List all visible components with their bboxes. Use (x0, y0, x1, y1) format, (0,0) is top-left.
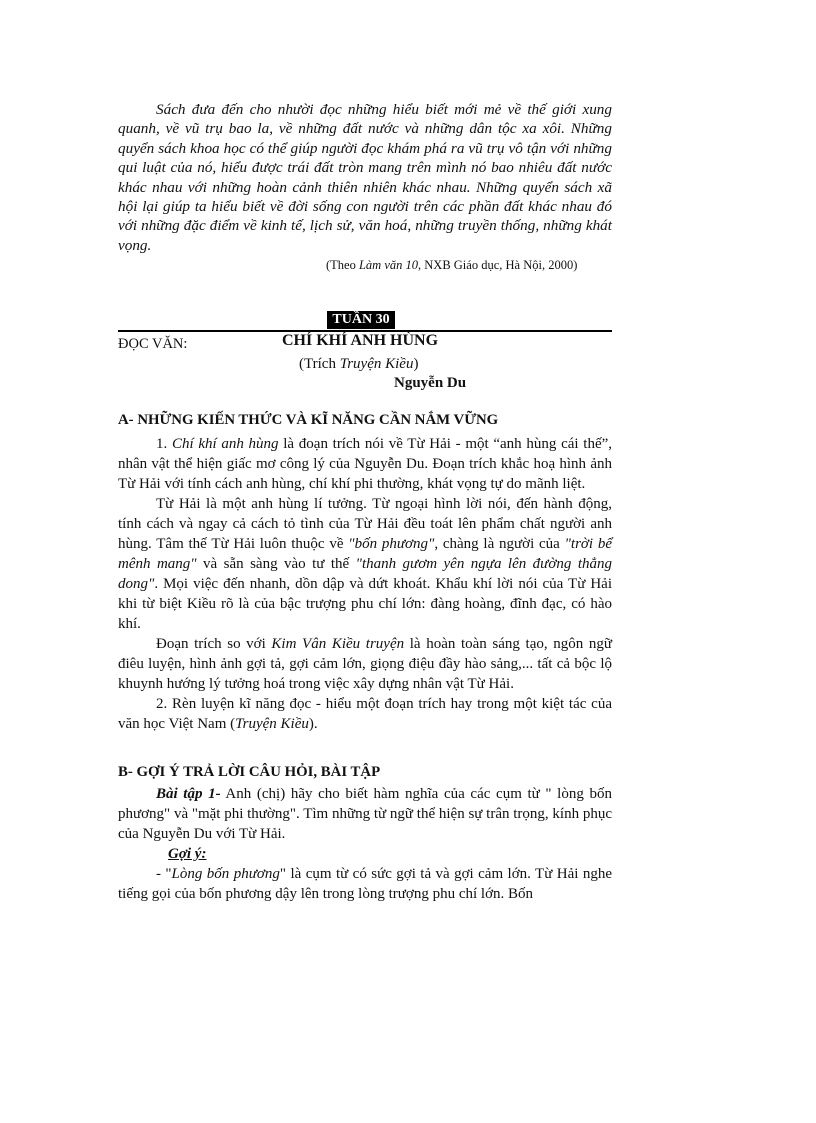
p3-text-a: Đoạn trích so với (156, 636, 272, 652)
excerpt-suffix: ) (413, 356, 419, 372)
p3-text-b: là hoàn toàn sáng tạo, ngôn ngữ điêu luyện, hình ảnh gợi tả, gợi cảm lớn, giọng điệu đầy hào sảng,... tất cả bộc lộ khuynh hướng lý tưởng hoá trong việc xây dựng nhân vật Từ Hải. (118, 636, 613, 692)
p2-quote-2: "trời bể mênh mang" (118, 536, 613, 572)
section-a-body (118, 434, 612, 734)
section-a-paragraph-4 (118, 694, 612, 734)
p2-quote-3: "thanh gươm yên ngựa lên đường thẳng dong" (118, 556, 612, 592)
exercise-1 (118, 784, 612, 844)
excerpt-work: Truyện Kiều (339, 356, 414, 372)
p2-text-d: . Mọi việc đến nhanh, dồn dập và dứt khoát. Khẩu khí lời nói của Từ Hải khi từ biệt Kiều rõ là của bậc trượng phu chí lớn: đàng hoàng, đĩnh đạc, có hào khí. (118, 576, 612, 632)
section-b-body (118, 784, 612, 904)
p1-text: là đoạn trích nói về Từ Hải - một “anh hùng cái thế”, nhân vật thể hiện giấc mơ công lý của Nguyễn Du. Đoạn trích khắc hoạ hình ảnh Từ Hải với tính cách anh hùng, chí khí phi thường, khát vọng tự do mãnh liệt. (118, 436, 613, 492)
p1-emphasis: Chí khí anh hùng (171, 436, 279, 452)
p4-text-a: 2. Rèn luyện kĩ năng đọc - hiểu một đoạn trích hay trong một kiệt tác của văn học Việt Nam ( (118, 696, 612, 732)
p2-text-c: và sẵn sàng vào tư thế (196, 556, 356, 572)
source-citation (326, 258, 577, 273)
hint-text-a: - " (156, 866, 172, 882)
p3-emphasis: Kim Vân Kiều truyện (271, 636, 405, 652)
hint-emphasis: Lòng bốn phương (171, 866, 280, 882)
excerpt-prefix: (Trích (299, 356, 340, 372)
author-name: Nguyễn Du (394, 375, 467, 391)
hint-paragraph (118, 864, 612, 904)
exercise-1-text: Anh (chị) hãy cho biết hàm nghĩa của các cụm từ " lòng bốn phương" và "mặt phi thường". Tìm những từ ngữ thể hiện sự trân trọng, kính phục của Nguyễn Du với Từ Hải. (118, 786, 612, 842)
source-suffix: , NXB Giáo dục, Hà Nội, 2000) (418, 258, 578, 272)
excerpt-source (299, 356, 418, 373)
section-a-paragraph-1 (118, 434, 612, 494)
section-a-paragraph-2 (118, 494, 612, 634)
p2-text-a: Từ Hải là một anh hùng lí tưởng. Từ ngoại hình lời nói, đến hành động, tính cách và ngay cả cách tỏ tình của Từ Hải đều toát lên phẩm chất người anh hùng. Tâm thế Từ Hải luôn thuộc về (118, 496, 612, 552)
p1-number: 1. (156, 436, 172, 452)
exercise-1-label: Bài tập 1- (156, 786, 221, 802)
lesson-title: CHÍ KHÍ ANH HÙNG (282, 332, 439, 349)
source-book: Làm văn 10 (358, 258, 419, 272)
hint-text-b: " là cụm từ có sức gợi tả và gợi cảm lớn. Từ Hải nghe tiếng gọi của bốn phương dậy lên trong lòng trượng phu chí lớn. Bốn (118, 866, 612, 902)
hint-label: Gợi ý: (168, 846, 207, 862)
section-a-paragraph-3 (118, 634, 612, 694)
intro-paragraph: Sách đưa đến cho nhười đọc những hiểu biết mới mẻ về thế giới xung quanh, về vũ trụ bao la, về những đất nước và những dân tộc xa xôi. Những quyển sách khoa học có thể giúp người đọc khám phá ra vũ trụ vô tận với những qui luật của nó, hiểu được trái đất tròn mang trên mình nó bao nhiêu đất nước khác nhau với những hoàn cảnh thiên nhiên khác nhau. Những quyển sách xã hội lại giúp ta hiểu biết về đời sống con người trên các phần đất khác nhau đó với những đặc điểm về kinh tế, lịch sử, văn hoá, những truyền thống, những khát vọng. (118, 101, 612, 254)
p4-emphasis: Truyện Kiều (235, 716, 309, 732)
p2-text-b: , chàng là người của (434, 536, 565, 552)
section-b-heading: B- GỢI Ý TRẢ LỜI CÂU HỎI, BÀI TẬP (118, 764, 381, 780)
source-prefix: (Theo (326, 258, 359, 272)
section-label: ĐỌC VĂN: (118, 336, 188, 352)
section-a-heading: A- NHỮNG KIẾN THỨC VÀ KĨ NĂNG CẦN NẮM VỮNG (118, 412, 499, 428)
p2-quote-1: "bốn phương" (348, 536, 435, 552)
p4-text-b: ). (308, 716, 318, 732)
week-badge: TUẦN 30 (327, 311, 395, 329)
